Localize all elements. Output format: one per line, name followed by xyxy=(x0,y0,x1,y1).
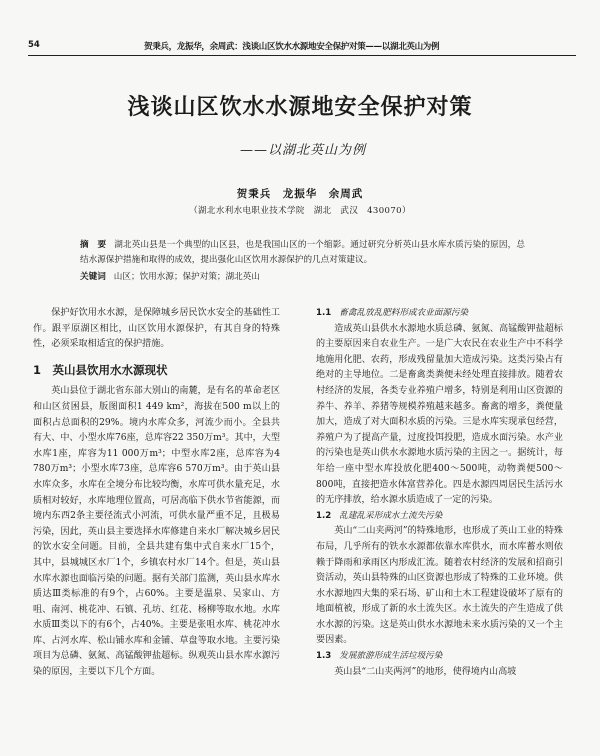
subsection-1-3-heading xyxy=(316,649,563,665)
subsection-number: 1.2 xyxy=(316,510,332,521)
section-1-heading: 1 英山县饮用水水源现状 xyxy=(33,362,168,377)
subsection-1-2-heading xyxy=(316,509,563,525)
abstract xyxy=(80,238,525,268)
keywords xyxy=(80,270,525,282)
header-rule xyxy=(28,55,576,56)
running-header-text: 贺秉兵，龙振华，余周武：浅谈山区饮水水源地安全保护对策——以湖北英山为例 xyxy=(144,42,440,52)
subsection-title: 畜禽乱放乱肥料形成农业面源污染 xyxy=(339,308,469,318)
article-subtitle: ——以湖北英山为例 xyxy=(240,143,367,158)
subsection-1-2-paragraph: 英山“二山夹两河”的特殊地形，也形成了英山工业的特殊布局，几乎所有的铁水水源都依靠水库供水，而水库蓄水则依赖于降雨和承雨区内形成汇流。随着农村经济的发展和招商引资活动，英山县特殊的山区资源也形成了特殊的工业环境。供水水源地四大集的采石场、矿山和土木工程建设破坏了原有的地面植被，形成了新的水土流失区。水土流失的产生造成了供水水源的污染。这是英山供水水源地未来水质污染的又一个主要因素。 xyxy=(316,526,563,646)
right-column xyxy=(316,306,563,680)
affiliation: （湖北水利水电职业技术学院 湖北 武汉 430070） xyxy=(189,206,411,216)
subsection-title: 乱建乱采形成水土流失污染 xyxy=(339,510,443,521)
article-title: 浅谈山区饮水水源地安全保护对策 xyxy=(127,95,473,120)
subsection-1-1-paragraph: 造成英山县供水水源地水质总磷、氨氮、高锰酸钾盐超标的主要原因来自农业生产。一是广大农民在农业生产中不科学地施用化肥、农药，形成残留量加大造成污染。这类污染占有绝对的主导地位。二是畜禽类粪便未经处理直接排放。随着农村经济的发展，各类专业养殖户增多，特别是利用山区资源的养牛、养羊、养猪等规模养殖越来越多。畜禽的增多，粪便量加大，造成了对大面积水质的污染。三是水库实现承包经营，养殖户为了提高产量，过度投饵投肥，造成水面污染。水产业的污染也是英山供水水源地水质污染的主因之一。据统计，每年给一座中型水库投放化肥400～500吨，动物粪便500～800吨，直接把造水体富营养化。四是水源四周居民生活污水的无序排放，给水源水质造成了一定的污染。 xyxy=(316,323,563,506)
subsection-1-1-heading xyxy=(316,306,563,322)
subsection-number: 1.1 xyxy=(316,308,332,318)
keywords-label: 关键词 xyxy=(80,272,106,282)
left-column xyxy=(33,306,280,681)
authors: 贺秉兵 龙振华 余周武 xyxy=(236,188,364,200)
keywords-text: 山区；饮用水源；保护对策；湖北英山 xyxy=(113,272,260,282)
section-1-paragraph: 英山县位于湖北省东部大别山的南麓，是有名的革命老区和山区贫困县，版图面积1 449 km²，海拔在500 m以上的面积占总面积的29%。境内水库众多，河流少而小。全县共有大、中、小型水库76座，总库容22 350万m³。其中，大型水库1座，库容为11 000万m³；中型水库2座，总库容为4 780万m³；小型水库73座，总库容6 570万m³。由于英山县水库众多，水库在全境分布比较均衡，水库可供水量充足，水质相对较好，水库地理位置高，可居高临下供水节省能源，而境内东西2条主要径流式小河流，可供水量严重不足，且极易污染，因此，英山县主要选择水库修建自来水厂解决城乡居民的饮水安全问题。目前，全县共建有集中式自来水厂15个，其中，县城城区水厂1个，乡镇农村水厂14个。但是，英山县水库水源也面临污染的问题。据有关部门监测，英山县水库水质达Ⅲ类标准的有9个，占60%。主要是温泉、吴家山、方咀、南河、桃花冲、石镇、孔坊、红花、杨柳等取水地。水库水质Ⅲ类以下的有6个，占40%。主要是张咀水库、桃花冲水库、占河水库、松山铺水库和金铺、草盘等取水地。主要污染项目为总磷、氨氮、高锰酸钾盐超标。纵观英山县水库水源污染的原因，主要以下几个方面。 xyxy=(33,386,280,678)
subsection-1-3-paragraph: 英山县“二山夹两河”的地形，使得境内山高坡 xyxy=(334,666,517,677)
abstract-text: 湖北英山县是一个典型的山区县，也是我国山区的一个缩影。通过研究分析英山县水库水质污染的原因，总结水源保护措施和取得的成效，提出强化山区饮用水源保护的几点对策建议。 xyxy=(80,240,525,265)
subsection-title: 发展旅游形成生活垃圾污染 xyxy=(339,651,443,662)
abstract-label: 摘 要 xyxy=(80,240,107,250)
page-number: 54 xyxy=(28,40,40,50)
subsection-number: 1.3 xyxy=(316,651,332,662)
intro-paragraph: 保护好饮用水水源，是保障城乡居民饮水安全的基础性工作。跟平原湖区相比，山区饮用水源保护，有其自身的特殊性，必须采取相适宜的保护措施。 xyxy=(33,308,280,350)
